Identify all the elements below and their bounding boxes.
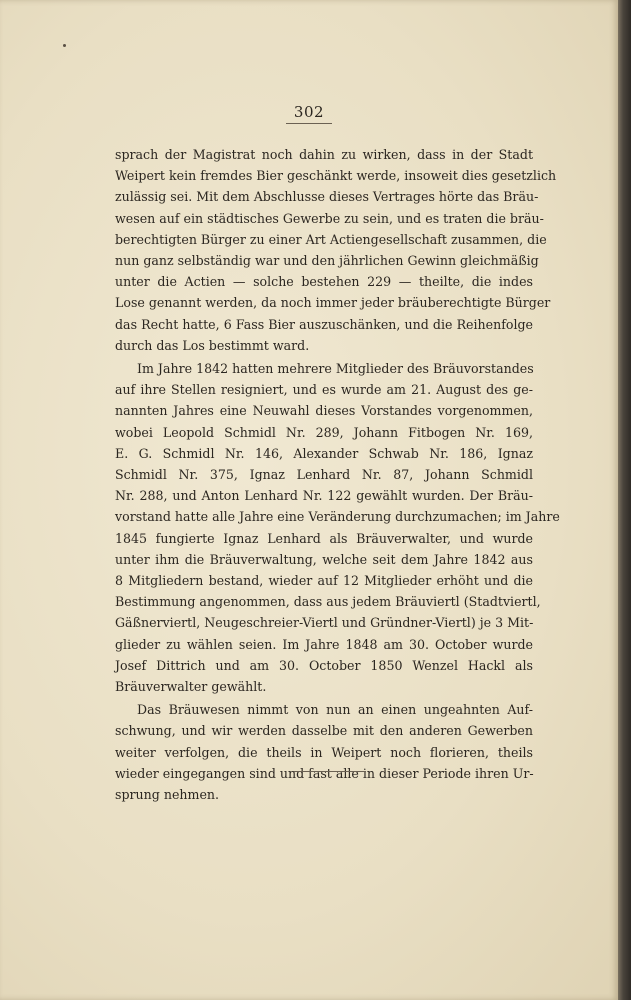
text-line: sprach der Magistrat noch dahin zu wirken, dass in der Stadt xyxy=(115,147,533,162)
text-line: schwung, und wir werden dasselbe mit den anderen Gewerben xyxy=(115,723,533,739)
text-line: Josef Dittrich und am 30. October 1850 Wenzel Hackl als xyxy=(115,657,533,673)
text-line: unter ihm die Bräuverwaltung, welche seit dem Jahre 1842 aus xyxy=(115,551,533,567)
text-line: Das Bräuwesen nimmt von nun an einen ungeahnten Auf- xyxy=(137,702,533,718)
body-text xyxy=(115,144,560,807)
text-line: wobei Leopold Schmidl Nr. 289, Johann Fitbogen Nr. 169, xyxy=(115,424,533,440)
text-line: nannten Jahres eine Neuwahl dieses Vorstandes vorgenommen, xyxy=(115,403,533,419)
text-line: weiter verfolgen, die theils in Weipert noch florieren, theils xyxy=(115,744,533,760)
text-line: wieder eingegangen sind und fast alle in dieser Periode ihren Ur- xyxy=(115,765,534,781)
text-line: sprung nehmen. xyxy=(115,787,220,803)
paragraph xyxy=(115,144,557,356)
text-line: glieder zu wählen seien. Im Jahre 1848 am 30. October wurde xyxy=(115,636,533,652)
paragraph xyxy=(115,358,560,697)
text-line: Weipert kein fremdes Bier geschänkt werde, insoweit dies gesetzlich xyxy=(115,168,557,184)
text-line: 1845 fungierte Ignaz Lenhard als Bräuverwalter, und wurde xyxy=(115,530,533,546)
text-line: vorstand hatte alle Jahre eine Veränderung durchzumachen; im Jahre xyxy=(115,509,560,525)
book-spine-edge xyxy=(618,0,631,1000)
page-header xyxy=(0,102,618,124)
text-line: berechtigten Bürger zu einer Art Actiengesellschaft zusammen, die xyxy=(115,231,547,247)
text-line: Nr. 288, und Anton Lenhard Nr. 122 gewählt wurden. Der Bräu- xyxy=(115,488,533,504)
text-line: auf ihre Stellen resigniert, und es wurde am 21. August des ge- xyxy=(115,382,533,398)
text-line: Schmidl Nr. 375, Ignaz Lenhard Nr. 87, Johann Schmidl xyxy=(115,467,533,483)
text-line: Bräuverwalter gewählt. xyxy=(115,679,267,695)
text-line: Gäßnerviertl, Neugeschreier-Viertl und Gründner-Viertl) je 3 Mit- xyxy=(115,615,534,631)
text-line: nun ganz selbständig war und den jährlichen Gewinn gleichmäßig xyxy=(115,253,539,269)
text-line: E. G. Schmidl Nr. 146, Alexander Schwab Nr. 186, Ignaz xyxy=(115,445,533,461)
paragraph xyxy=(115,699,533,805)
text-line: das Recht hatte, 6 Fass Bier auszuschänken, und die Reihenfolge xyxy=(115,316,533,332)
text-line: Im Jahre 1842 hatten mehrere Mitglieder des Bräuvorstandes xyxy=(137,361,534,377)
text-line: Lose genannt werden, da noch immer jeder bräuberechtigte Bürger xyxy=(115,295,551,311)
paper-speck xyxy=(63,44,66,47)
text-line: 8 Mitgliedern bestand, wieder auf 12 Mitglieder erhöht und die xyxy=(115,573,533,589)
text-line: wesen auf ein städtisches Gewerbe zu sein, und es traten die bräu- xyxy=(115,210,544,226)
page-number: 302 xyxy=(286,103,332,124)
section-end-rule xyxy=(294,771,366,772)
text-line: durch das Los bestimmt ward. xyxy=(115,337,310,353)
text-line: Bestimmung angenommen, dass aus jedem Bräuviertl (Stadtviertl, xyxy=(115,594,541,610)
text-line: zulässig sei. Mit dem Abschlusse dieses Vertrages hörte das Bräu- xyxy=(115,189,539,205)
text-line: unter die Actien — solche bestehen 229 — theilte, die indes xyxy=(115,274,533,290)
